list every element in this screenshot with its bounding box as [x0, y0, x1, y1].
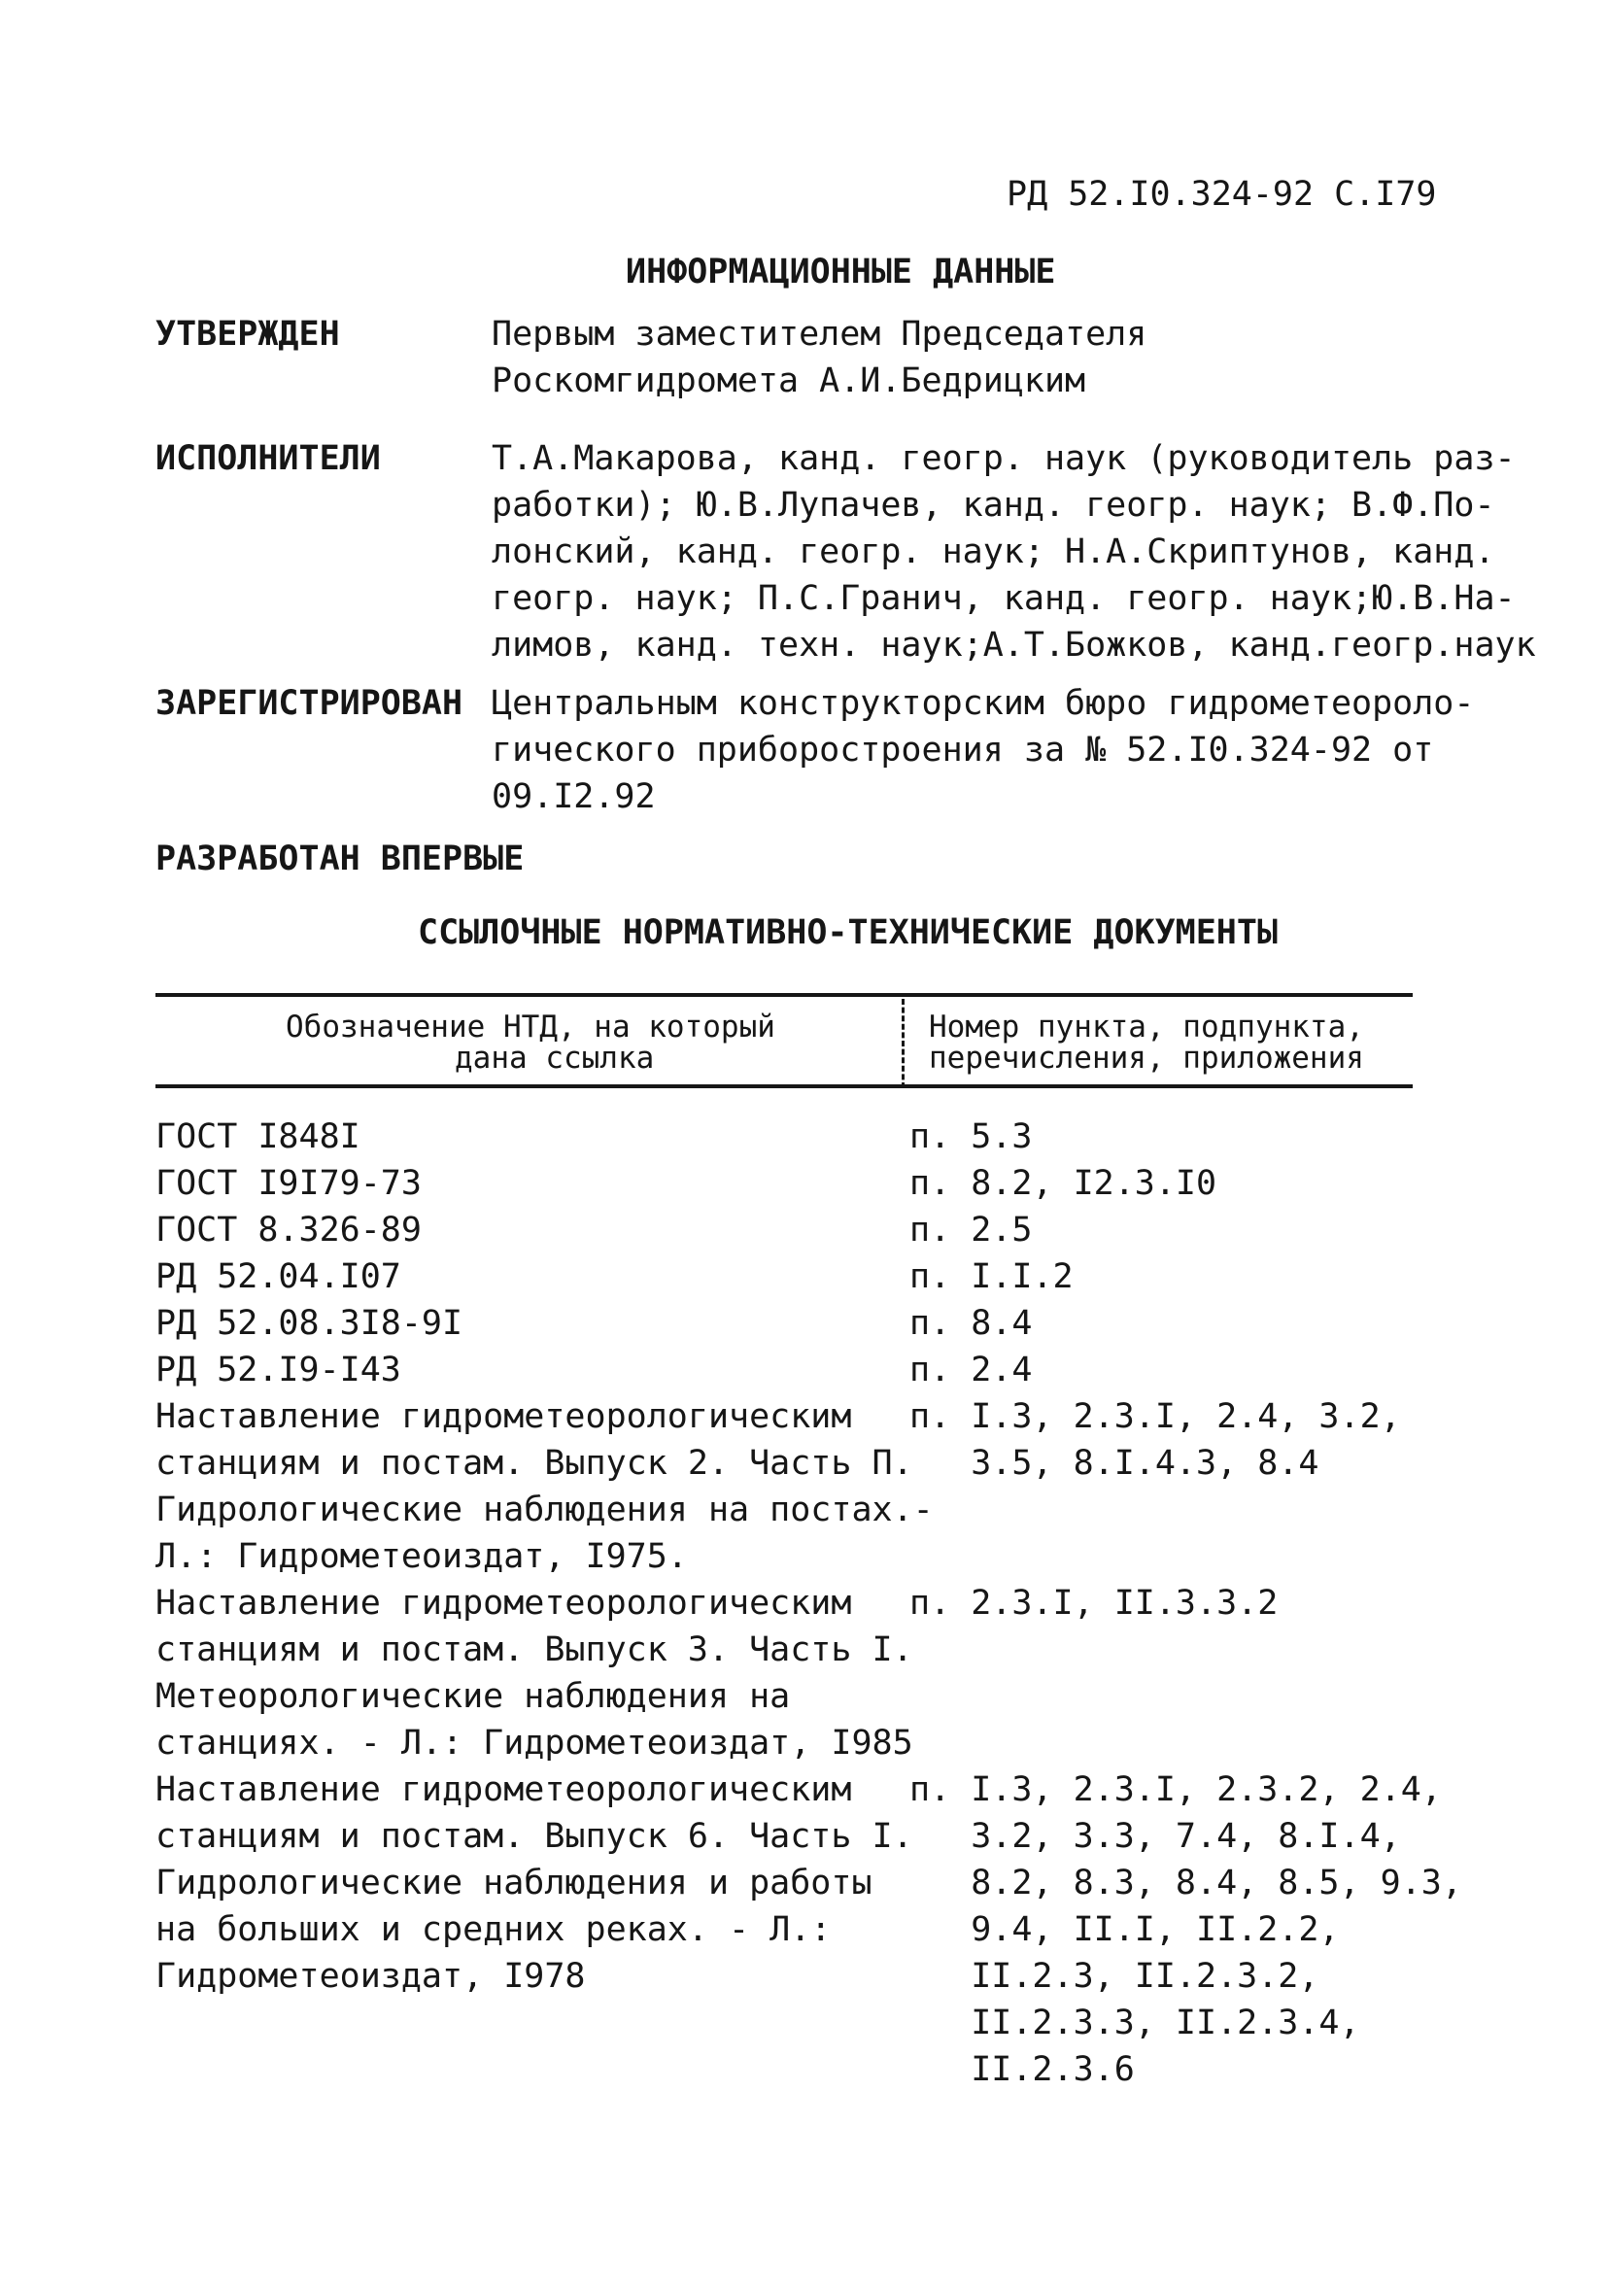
ref-doc: ГОСТ 8.326-89 — [155, 1211, 422, 1250]
ref-doc: станциям и постам. Выпуск 3. Часть I. — [155, 1630, 913, 1669]
info-title: ИНФОРМАЦИОННЫЕ ДАННЫЕ — [626, 253, 1056, 291]
registered-line: гического приборостроения за № 52.I0.324-92 от — [492, 731, 1434, 770]
ref-items: 9.4, II.I, II.2.2, — [909, 1910, 1340, 1949]
ref-doc: Гидрометеоиздат, I978 — [155, 1957, 586, 1996]
ref-items: п. 2.5 — [909, 1211, 1033, 1250]
ref-doc: на больших и средних реках. - Л.: — [155, 1910, 832, 1949]
col1-header-line: дана ссылка — [455, 1041, 655, 1076]
approved-line: Роскомгидромета А.И.Бедрицким — [492, 361, 1086, 400]
ref-doc: станциям и постам. Выпуск 6. Часть I. — [155, 1817, 913, 1856]
ref-items: п. I.3, 2.3.I, 2.3.2, 2.4, — [909, 1770, 1442, 1809]
registered-label: ЗАРЕГИСТРИРОВАН — [155, 684, 463, 723]
col2-header-line: перечисления, приложения — [929, 1041, 1364, 1076]
ref-items: п. 2.3.I, II.3.3.2 — [909, 1584, 1279, 1623]
ref-items: п. 8.4 — [909, 1304, 1033, 1343]
registered-line: Центральным конструкторским бюро гидрометеороло- — [492, 684, 1475, 723]
approved-label: УТВЕРЖДЕН — [155, 315, 340, 354]
authors-line: работки); Ю.В.Лупачев, канд. геогр. наук; В.Ф.По- — [492, 486, 1495, 525]
ref-items: п. 5.3 — [909, 1117, 1033, 1156]
ref-items: 3.5, 8.I.4.3, 8.4 — [909, 1444, 1319, 1483]
authors-line: лимов, канд. техн. наук;А.Т.Божков, канд.геогр.наук — [492, 626, 1536, 665]
ref-items: п. 8.2, I2.3.I0 — [909, 1164, 1217, 1203]
ref-doc: станциях. - Л.: Гидрометеоиздат, I985 — [155, 1724, 913, 1763]
ref-doc: Гидрологические наблюдения и работы — [155, 1864, 872, 1902]
col2-header-line: Номер пункта, подпункта, — [929, 1010, 1364, 1045]
ref-items: II.2.3, II.2.3.2, — [909, 1957, 1319, 1996]
ref-doc: РД 52.04.I07 — [155, 1257, 401, 1296]
ref-items: 3.2, 3.3, 7.4, 8.I.4, — [909, 1817, 1401, 1856]
ref-items: п. 2.4 — [909, 1351, 1033, 1389]
ref-doc: Наставление гидрометеорологическим — [155, 1397, 852, 1436]
ref-items: II.2.3.3, II.2.3.4, — [909, 2004, 1360, 2042]
ref-doc: Метеорологические наблюдения на — [155, 1677, 791, 1716]
authors-line: геогр. наук; П.С.Гранич, канд. геогр. наук;Ю.В.На- — [492, 579, 1516, 618]
ref-doc: Наставление гидрометеорологическим — [155, 1584, 852, 1623]
approved-line: Первым заместителем Председателя — [492, 315, 1147, 354]
document-code: РД 52.I0.324-92 С.I79 — [1007, 175, 1437, 214]
authors-label: ИСПОЛНИТЕЛИ — [155, 439, 381, 478]
ref-items: 8.2, 8.3, 8.4, 8.5, 9.3, — [909, 1864, 1462, 1902]
ref-doc: РД 52.08.3I8-9I — [155, 1304, 463, 1343]
registered-line: 09.I2.92 — [492, 777, 656, 816]
first-developed-label: РАЗРАБОТАН ВПЕРВЫЕ — [155, 840, 525, 878]
references-title: ССЫЛОЧНЫЕ НОРМАТИВНО-ТЕХНИЧЕСКИЕ ДОКУМЕНТЫ — [418, 913, 1279, 952]
ref-doc: РД 52.I9-I43 — [155, 1351, 401, 1389]
table-header-rule — [155, 1084, 1413, 1088]
ref-items: п. I.3, 2.3.I, 2.4, 3.2, — [909, 1397, 1401, 1436]
ref-doc: ГОСТ I9I79-73 — [155, 1164, 422, 1203]
authors-line: Т.А.Макарова, канд. геогр. наук (руководитель раз- — [492, 439, 1516, 478]
ref-items: п. I.I.2 — [909, 1257, 1074, 1296]
ref-doc: Гидрологические наблюдения на постах.- — [155, 1491, 934, 1529]
table-top-rule — [155, 993, 1413, 997]
ref-doc: Наставление гидрометеорологическим — [155, 1770, 852, 1809]
ref-items: II.2.3.6 — [909, 2050, 1135, 2089]
column-divider — [902, 999, 905, 1088]
authors-line: лонский, канд. геогр. наук; Н.А.Скриптунов, канд. — [492, 532, 1495, 571]
col1-header-line: Обозначение НТД, на который — [286, 1010, 775, 1045]
ref-doc: Л.: Гидрометеоиздат, I975. — [155, 1537, 688, 1576]
ref-doc: ГОСТ I848I — [155, 1117, 360, 1156]
ref-doc: станциям и постам. Выпуск 2. Часть П. — [155, 1444, 913, 1483]
